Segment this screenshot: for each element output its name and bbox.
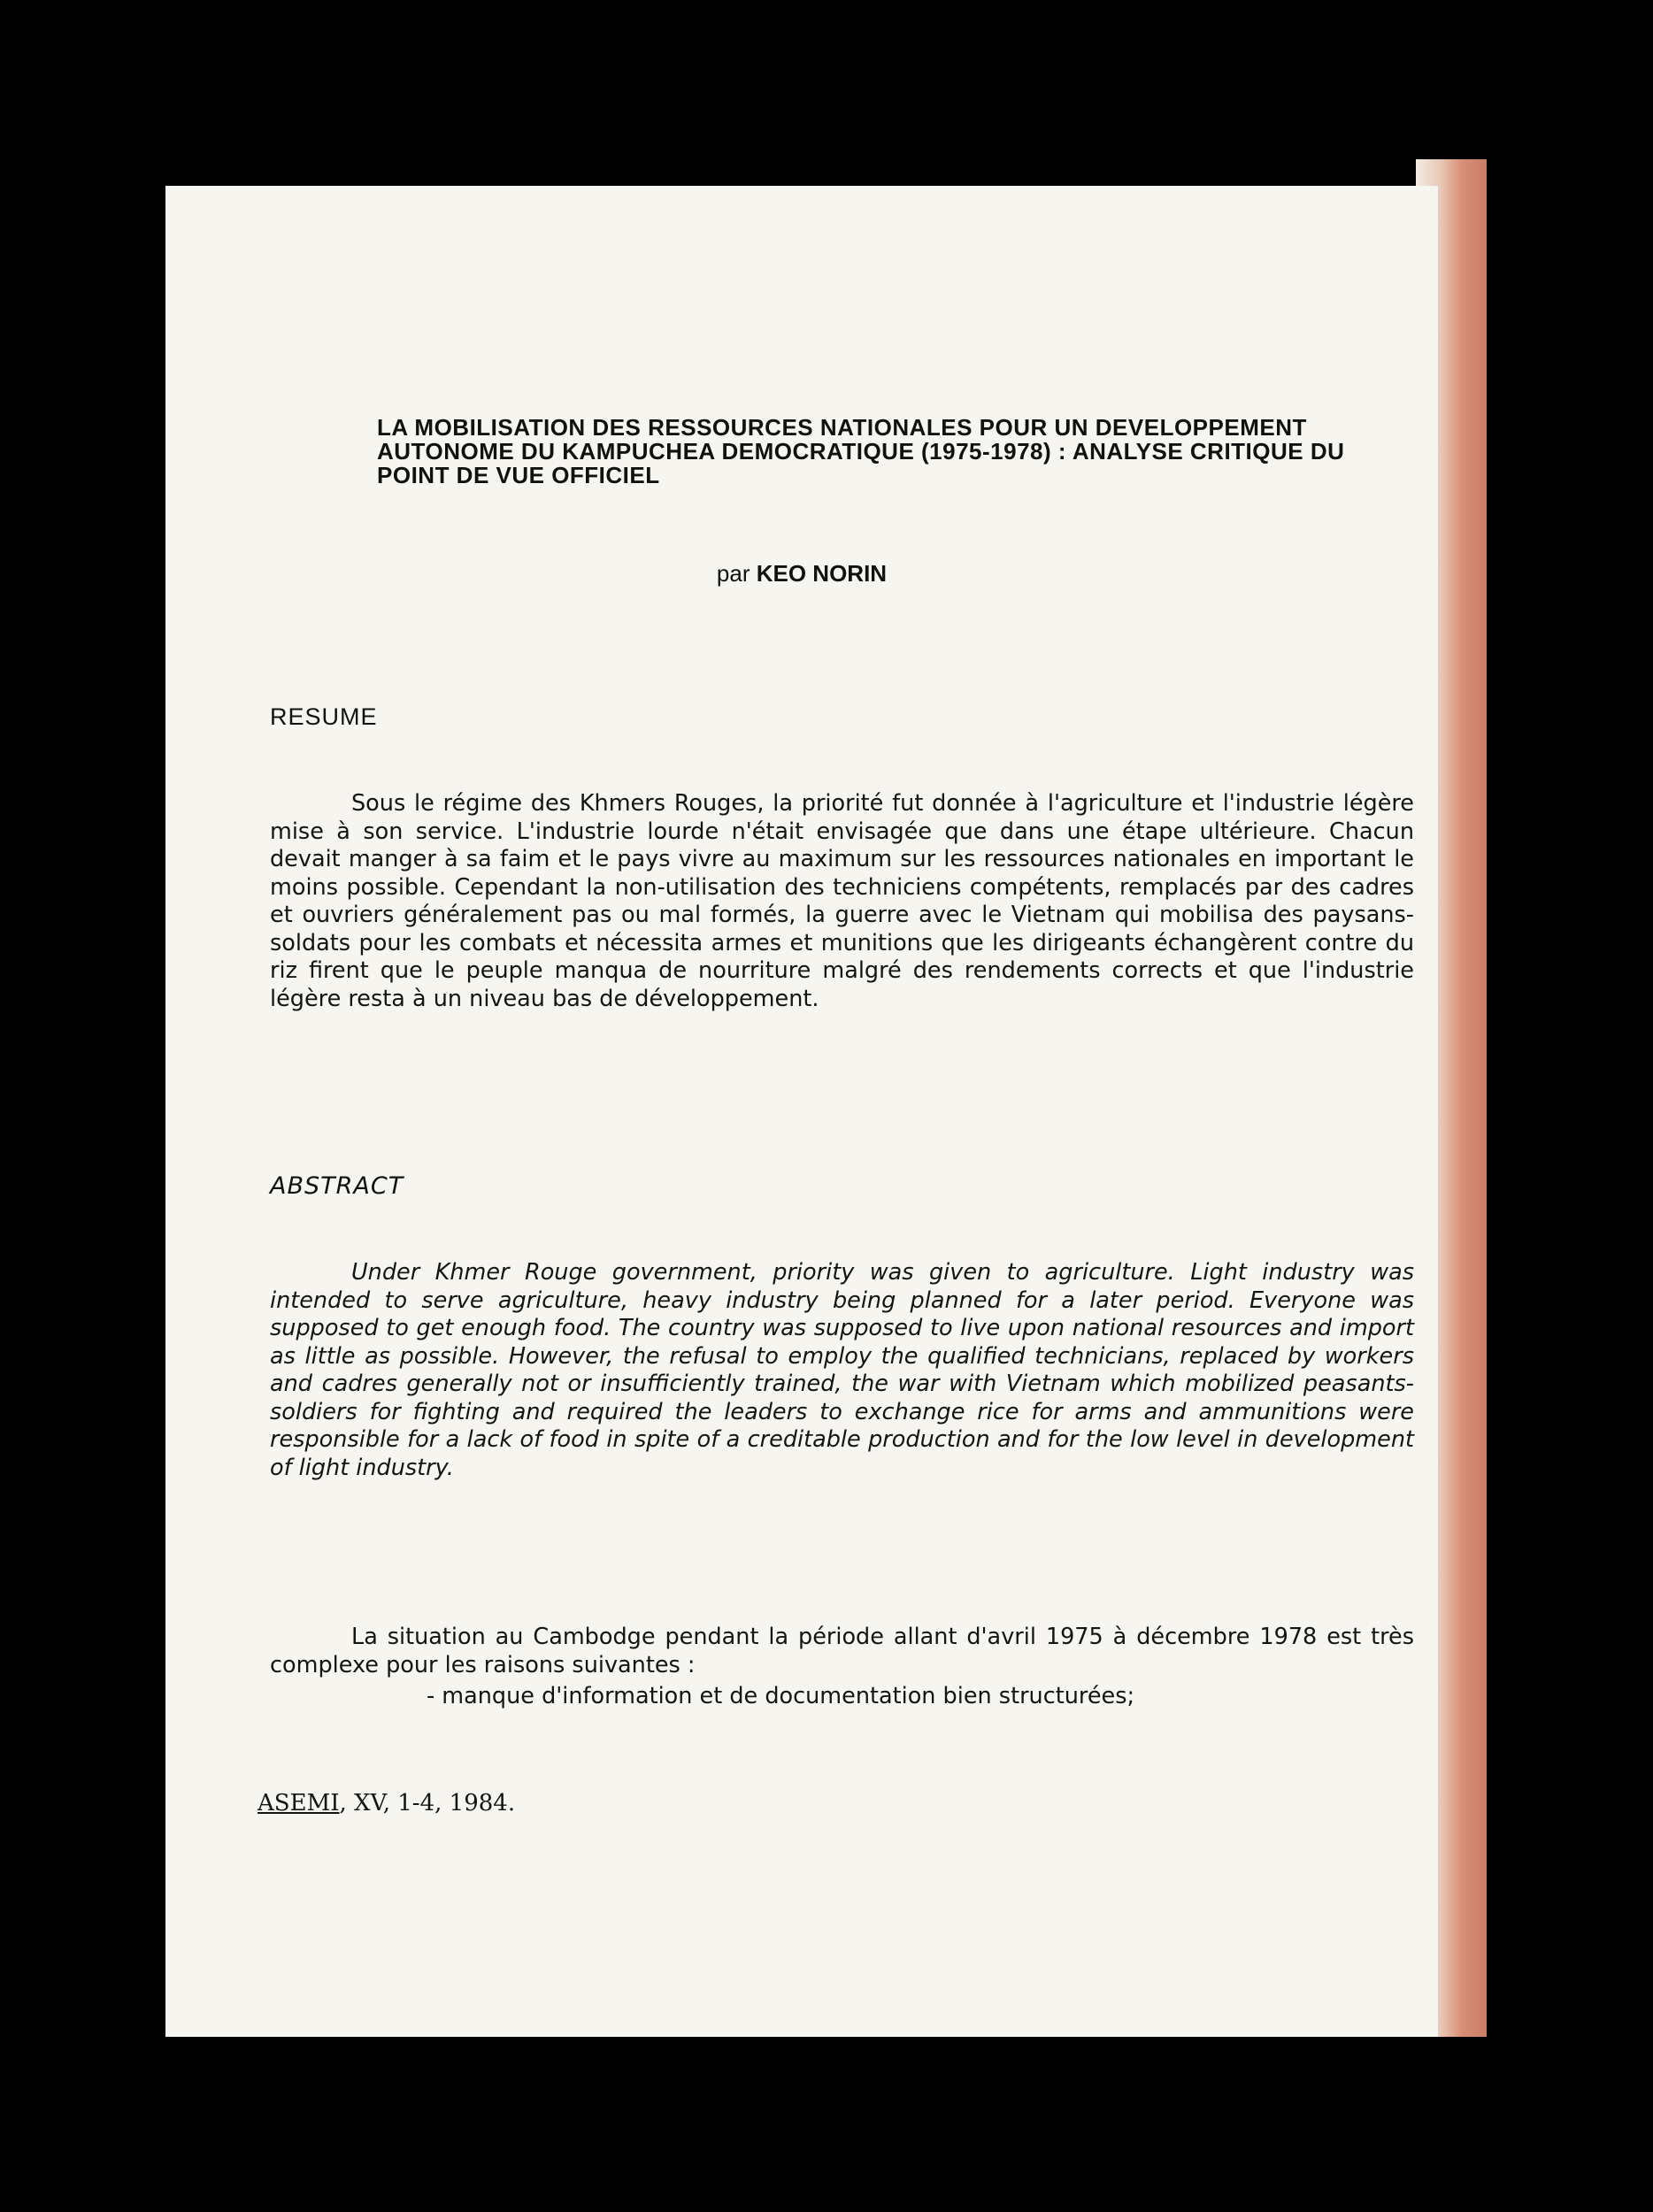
journal-name: ASEMI: [258, 1790, 340, 1816]
abstract-paragraph: Under Khmer Rouge government, priority was given to agriculture. Light industry was intended to serve agriculture, heavy industry being planned for a later period. Everyone was supposed to get enough food. The country was supposed to live upon national resources and import as little as possible. However, the refusal to employ the qualified technicians, replaced by workers and cadres generally not or insufficiently trained, the war with Vietnam which mobilized peasants-soldiers for fighting and required the leaders to exchange rice for arms and ammunitions were responsible for a lack of food in spite of a creditable production and for the low level in development of light industry.: [270, 1259, 1414, 1481]
resume-heading: RESUME: [270, 703, 378, 730]
resume-paragraph: Sous le régime des Khmers Rouges, la priorité fut donnée à l'agriculture et l'industrie légère mise à son service. L'industrie lourde n'était envisagée que dans une étape ultérieure. Chacun devait manger à sa faim et le pays vivre au maximum sur les ressources nationales en important le moins possible. Cependant la non-utilisation des techniciens compétents, remplacés par des cadres et ouvriers généralement pas ou mal formés, la guerre avec le Vietnam qui mobilisa des paysans-soldats pour les combats et nécessita armes et munitions que les dirigeants échangèrent contre du riz firent que le peuple manqua de nourriture malgré des rendements corrects et que l'industrie légère resta à un niveau bas de développement.: [270, 790, 1414, 1012]
journal-volume: , XV, 1-4, 1984.: [339, 1790, 516, 1816]
byline: [165, 560, 1438, 588]
document-page: [165, 186, 1438, 2037]
body-list-item: - manque d'information et de documentation bien structurées;: [427, 1683, 1135, 1709]
article-title: LA MOBILISATION DES RESSOURCES NATIONALES POUR UN DEVELOPPEMENT AUTONOME DU KAMPUCHEA DEMOCRATIQUE (1975-1978) : ANALYSE CRITIQUE DU POINT DE VUE OFFICIEL: [377, 414, 1345, 488]
abstract-heading: ABSTRACT: [270, 1172, 404, 1200]
byline-prefix: par: [716, 560, 750, 587]
journal-citation: [258, 1790, 515, 1816]
author-name: KEO NORIN: [756, 560, 888, 587]
body-intro-paragraph: La situation au Cambodge pendant la période allant d'avril 1975 à décembre 1978 est très complexe pour les raisons suivantes :: [270, 1624, 1414, 1678]
